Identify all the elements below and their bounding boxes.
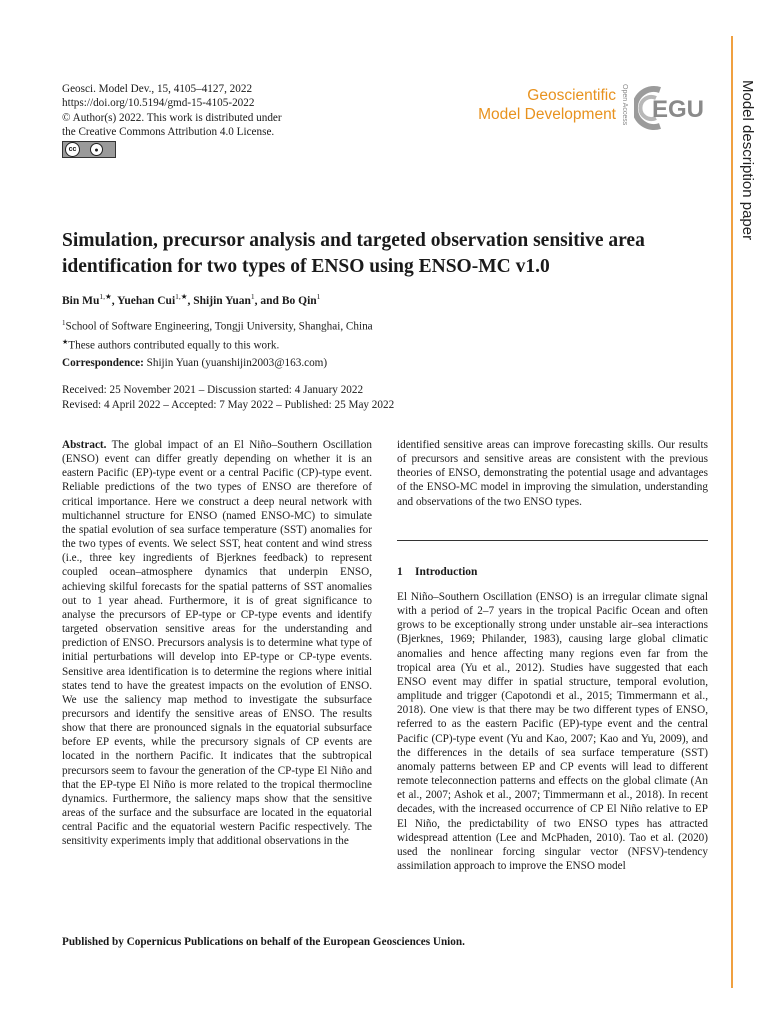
svg-text:EGU: EGU bbox=[652, 96, 705, 123]
journal-name-line1: Geoscientific bbox=[527, 87, 616, 104]
author-name: Yuehan Cui bbox=[117, 294, 176, 307]
section-title: Introduction bbox=[415, 566, 478, 578]
author-separator: , and bbox=[254, 294, 282, 307]
journal-info bbox=[62, 82, 282, 140]
affiliation-marker: 1 bbox=[62, 319, 66, 327]
author-separator: , bbox=[111, 294, 118, 307]
open-access-label bbox=[618, 84, 630, 144]
author-name: Bin Mu bbox=[62, 294, 100, 307]
author-name: Bo Qin bbox=[281, 294, 317, 307]
abstract-continuation: identified sensitive areas can improve forecasting skills. Our results of precursors and sensitive areas are consistent with the previous theories of ENSO, demonstrating the potential usage and advantages of the ENSO-MC model in improving the simulation, understanding and observations of the two ENSO types. bbox=[397, 439, 708, 508]
citation: Geosci. Model Dev., 15, 4105–4127, 2022 bbox=[62, 83, 253, 95]
introduction-text: El Niño–Southern Oscillation (ENSO) is an irregular climate signal with a period of 2–7 years in the tropical Pacific Ocean and often grows to be exceptionally strong under unstable air–sea interactions (Bjerknes, 1969; Philander, 1983), causing large global climatic anomalies and hence affecting many regions even far from the tropical area (Yu et al., 2012). Studies have suggested that each ENSO event may differ in spatial structure, temporal evolution, amplitude and trigger (Capotondi et al., 2015; Timmermann et al., 2018). One view is that there may be two different types of ENSO, referred to as the eastern Pacific (EP)-type event and the central Pacific (CP)-type event (Yu and Kao, 2007; Kao and Yu, 2009), and the differences in the details of sea surface temperature (SST) anomaly patterns between EP and CP events will lead to different remote teleconnection patterns and effects on the global climate (An et al., 2007; Ashok et al., 2007; Timmermann et al., 2018). In recent decades, with the increased occurrence of CP El Niño relative to EP El Niño, the predictability of two ENSO types has attracted widespread attention (Lee and McPhaden, 2010). Tao et al. (2020) used the nonlinear forcing singular vector (NFSV)-tendency assimilation approach to improve the ENSO model bbox=[397, 591, 708, 872]
journal-name bbox=[440, 86, 616, 124]
attribution-icon: ● bbox=[90, 143, 103, 156]
equal-contribution-marker: ★ bbox=[62, 337, 69, 346]
open-access-text: Open Access bbox=[621, 84, 628, 126]
author-marker: 1 bbox=[316, 292, 321, 301]
publisher-footer: Published by Copernicus Publications on behalf of the European Geosciences Union. bbox=[62, 936, 465, 948]
copyright-line: © Author(s) 2022. This work is distributed under bbox=[62, 111, 282, 124]
cc-by-license-badge[interactable] bbox=[62, 141, 116, 158]
author-name: Shijin Yuan bbox=[193, 294, 251, 307]
egu-logo-icon bbox=[634, 82, 714, 134]
equal-contribution-note bbox=[62, 335, 373, 354]
correspondence-label: Correspondence: bbox=[62, 357, 144, 369]
affiliation-text: School of Software Engineering, Tongji University, Shanghai, China bbox=[65, 320, 373, 333]
abstract-column bbox=[62, 438, 372, 849]
section-number: 1 bbox=[397, 566, 403, 578]
side-accent-rule bbox=[731, 36, 733, 988]
author-list bbox=[62, 292, 320, 307]
publication-dates bbox=[62, 383, 394, 413]
dates-line1: Received: 25 November 2021 – Discussion started: 4 January 2022 bbox=[62, 384, 364, 396]
paper-type-text: Model description paper bbox=[739, 80, 756, 241]
abstract-text: The global impact of an El Niño–Southern Oscillation (ENSO) event can differ greatly depending on whether it is an eastern Pacific (EP)-type event or a central Pacific (CP)-type event. Reliable predictions of the two types of ENSO are therefore of critical importance. Here we construct a deep neural network with multichannel structure for ENSO (named ENSO-MC) to simulate the spatial evolution of sea surface temperature (SST) anomalies for the two types of events. We select SST, heat content and wind stress (i.e., three key ingredients of Bjerknes feedback) to represent coupled ocean–atmosphere dynamics that underpin ENSO, achieving skilful forecasts for the spatial patterns of SST anomalies out to 1 year ahead. Furthermore, it is of great significance to analyse the precursors of EP-type or CP-type events and identify targeted observation sensitive areas for the understanding and prediction of ENSO. Precursors analysis is to determine what type of initial perturbations will develop into EP-type or CP-type events. Sensitive area identification is to determine the regions where initial states tend to have the greatest impacts on the evolution of ENSO. We use the saliency map method to investigate the subsurface precursors and identify the sensitive areas of ENSO. The results show that there are pronounced signals in the equatorial subsurface before EP events, while the precursory signals of CP events are located in the northern Pacific. It indicates that the subtropical precursors seem to favour the generation of the CP-type El Niño and that the EP-type El Niño is more related to the tropical thermocline dynamics. Furthermore, the saliency maps show that the sensitive areas of the surface and the subsurface are located in the equatorial central Pacific and the equatorial western Pacific respectively. The sensitivity experiments imply that additional observations in the bbox=[62, 439, 372, 848]
author-marker: 1 bbox=[250, 292, 255, 301]
abstract-label: Abstract. bbox=[62, 439, 107, 451]
correspondence bbox=[62, 357, 327, 369]
paper-title: Simulation, precursor analysis and targeted observation sensitive area identification for two types of ENSO using ENSO-MC v1.0 bbox=[62, 230, 645, 277]
section-divider bbox=[397, 540, 708, 541]
author-marker: 1,★ bbox=[99, 292, 112, 301]
doi-link[interactable]: https://doi.org/10.5194/gmd-15-4105-2022 bbox=[62, 97, 255, 110]
author-separator: , bbox=[187, 294, 194, 307]
paper-type-label bbox=[736, 80, 758, 280]
affiliation-line bbox=[62, 316, 373, 335]
journal-name-line2: Model Development bbox=[478, 106, 616, 123]
cc-icon: cc bbox=[65, 142, 80, 157]
license-line: the Creative Commons Attribution 4.0 License. bbox=[62, 126, 275, 139]
equal-contribution-text: These authors contributed equally to this work. bbox=[68, 339, 280, 352]
affiliations bbox=[62, 316, 373, 353]
correspondence-text[interactable]: Shijin Yuan (yuanshijin2003@163.com) bbox=[146, 357, 328, 369]
author-marker: 1,★ bbox=[175, 292, 188, 301]
section-heading bbox=[397, 566, 477, 578]
dates-line2: Revised: 4 April 2022 – Accepted: 7 May 2022 – Published: 25 May 2022 bbox=[62, 399, 395, 411]
egu-logo bbox=[634, 82, 714, 134]
